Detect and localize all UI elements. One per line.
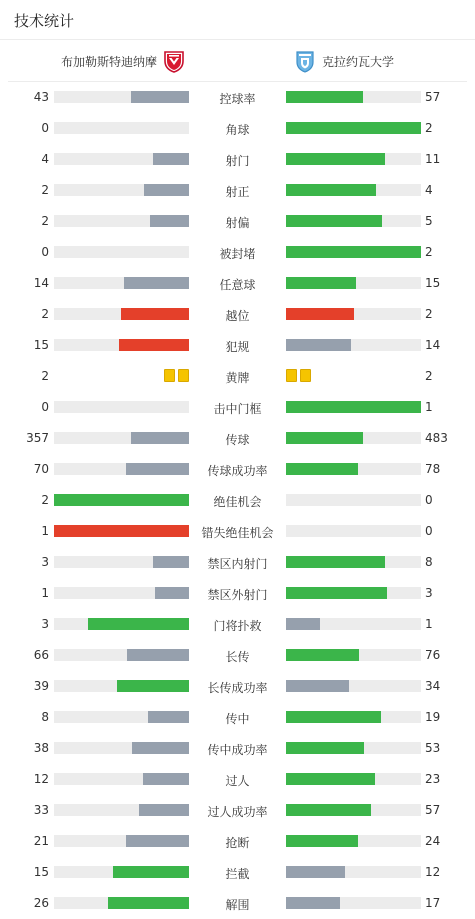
away-stat-value: 19 — [425, 710, 441, 724]
away-stat-bar — [286, 835, 421, 847]
stat-label: 禁区内射门 — [207, 557, 268, 571]
stat-label: 被封堵 — [219, 247, 256, 261]
home-stat-value: 70 — [33, 462, 49, 476]
home-stat-value: 0 — [41, 121, 49, 135]
home-stat-value: 1 — [41, 586, 49, 600]
home-stat-value: 2 — [41, 183, 49, 197]
away-stat-bar-fill — [286, 773, 375, 785]
away-stat-bar — [286, 866, 421, 878]
home-stat-bar — [54, 463, 189, 475]
stat-row — [0, 267, 475, 298]
home-stat-bar — [54, 897, 189, 909]
away-stat-bar — [286, 587, 421, 599]
away-stat-bar-fill — [286, 153, 385, 165]
stat-row — [0, 887, 475, 918]
away-stat-bar-fill — [286, 91, 363, 103]
stat-label: 抢断 — [225, 836, 250, 850]
stat-row — [0, 298, 475, 329]
stat-row — [0, 825, 475, 856]
stat-row — [0, 453, 475, 484]
home-stat-bar — [54, 153, 189, 165]
home-stat-bar — [54, 91, 189, 103]
home-stat-bar — [54, 804, 189, 816]
away-stat-value: 12 — [425, 865, 441, 879]
away-stat-value: 11 — [425, 152, 441, 166]
away-stat-bar — [286, 215, 421, 227]
home-stat-bar-fill — [88, 618, 189, 630]
away-stat-bar — [286, 339, 421, 351]
stat-label: 任意球 — [219, 278, 256, 292]
stat-label: 传球 — [225, 433, 250, 447]
stat-row — [0, 205, 475, 236]
home-stat-bar-fill — [132, 742, 189, 754]
home-stat-value: 2 — [41, 214, 49, 228]
home-stat-bar — [54, 308, 189, 320]
home-stat-bar — [54, 525, 189, 537]
page-title: 技术统计 — [0, 0, 475, 40]
away-stat-bar — [286, 277, 421, 289]
away-stat-bar — [286, 463, 421, 475]
stat-label: 错失绝佳机会 — [201, 526, 274, 540]
stat-row — [0, 112, 475, 143]
home-yellow-cards — [164, 369, 189, 382]
home-stat-bar-fill — [155, 587, 189, 599]
away-stat-bar — [286, 556, 421, 568]
stat-label: 绝佳机会 — [213, 495, 262, 509]
stat-row — [0, 360, 475, 391]
home-stat-value: 0 — [41, 400, 49, 414]
stat-label: 射偏 — [225, 216, 250, 230]
home-stat-bar-fill — [143, 773, 189, 785]
stat-label: 传中 — [225, 712, 250, 726]
away-stat-value: 24 — [425, 834, 441, 848]
away-stat-bar — [286, 773, 421, 785]
away-stat-bar — [286, 91, 421, 103]
away-stat-bar-fill — [286, 184, 376, 196]
away-stat-value: 15 — [425, 276, 441, 290]
home-stat-bar-fill — [119, 339, 189, 351]
home-stat-value: 0 — [41, 245, 49, 259]
stat-label: 击中门框 — [213, 402, 262, 416]
away-stat-bar-fill — [286, 246, 421, 258]
stat-label: 拦截 — [225, 867, 250, 881]
home-stat-bar-fill — [126, 835, 189, 847]
away-stat-value: 34 — [425, 679, 441, 693]
stat-label: 传中成功率 — [207, 743, 268, 757]
yellow-card-icon — [178, 369, 189, 382]
stat-label: 解围 — [225, 898, 250, 912]
away-stat-value: 1 — [425, 617, 433, 631]
stat-row — [0, 577, 475, 608]
away-stat-value: 57 — [425, 90, 441, 104]
home-stat-bar — [54, 277, 189, 289]
home-stat-bar — [54, 587, 189, 599]
away-stat-value: 2 — [425, 245, 433, 259]
away-stat-bar-fill — [286, 463, 358, 475]
home-stat-bar — [54, 494, 189, 506]
stat-row — [0, 856, 475, 887]
away-stat-value: 5 — [425, 214, 433, 228]
away-stat-bar — [286, 649, 421, 661]
away-stat-value: 2 — [425, 369, 433, 383]
stat-row — [0, 670, 475, 701]
away-stat-bar — [286, 308, 421, 320]
stat-label: 角球 — [225, 123, 250, 137]
away-stat-bar-fill — [286, 122, 421, 134]
home-stat-value: 12 — [33, 772, 49, 786]
stats-list — [0, 81, 475, 918]
away-stat-bar — [286, 184, 421, 196]
teams-header — [8, 40, 467, 82]
stat-row — [0, 236, 475, 267]
away-stat-value: 8 — [425, 555, 433, 569]
home-stat-bar — [54, 680, 189, 692]
stat-label: 长传成功率 — [207, 681, 268, 695]
home-stat-value: 26 — [33, 896, 49, 910]
away-stat-bar-fill — [286, 401, 421, 413]
away-stat-value: 0 — [425, 493, 433, 507]
home-stat-value: 2 — [41, 493, 49, 507]
dinamo-bucuresti-crest-icon — [163, 49, 185, 73]
away-stat-value: 2 — [425, 307, 433, 321]
away-stat-bar-fill — [286, 618, 320, 630]
away-stat-value: 78 — [425, 462, 441, 476]
away-stat-value: 3 — [425, 586, 433, 600]
home-stat-bar — [54, 184, 189, 196]
away-stat-value: 4 — [425, 183, 433, 197]
home-stat-bar-fill — [113, 866, 189, 878]
away-stat-value: 23 — [425, 772, 441, 786]
stat-row — [0, 422, 475, 453]
stat-label: 黄牌 — [225, 371, 250, 385]
home-stat-value: 33 — [33, 803, 49, 817]
stat-row — [0, 143, 475, 174]
home-stat-bar-fill — [150, 215, 189, 227]
away-stat-value: 76 — [425, 648, 441, 662]
home-stat-value: 43 — [33, 90, 49, 104]
away-yellow-cards — [286, 369, 311, 382]
home-stat-value: 15 — [33, 865, 49, 879]
stat-label: 犯规 — [225, 340, 250, 354]
away-stat-bar-fill — [286, 339, 351, 351]
home-stat-bar-fill — [131, 432, 189, 444]
home-stat-bar — [54, 649, 189, 661]
stat-label: 过人成功率 — [207, 805, 268, 819]
stat-label: 传球成功率 — [207, 464, 268, 478]
stat-row — [0, 701, 475, 732]
away-stat-bar-fill — [286, 649, 359, 661]
home-stat-bar-fill — [148, 711, 189, 723]
away-stat-bar — [286, 742, 421, 754]
home-stat-value: 2 — [41, 307, 49, 321]
away-stat-bar — [286, 618, 421, 630]
home-stat-bar — [54, 122, 189, 134]
home-stat-value: 2 — [41, 369, 49, 383]
home-stat-bar — [54, 742, 189, 754]
home-stat-bar-fill — [139, 804, 189, 816]
home-stat-value: 4 — [41, 152, 49, 166]
home-stat-bar — [54, 618, 189, 630]
away-stat-bar — [286, 804, 421, 816]
away-stat-bar-fill — [286, 711, 381, 723]
stat-row — [0, 546, 475, 577]
away-stat-bar-fill — [286, 556, 385, 568]
stat-row — [0, 639, 475, 670]
away-team[interactable] — [294, 49, 394, 73]
away-stat-bar-fill — [286, 742, 364, 754]
stat-row — [0, 484, 475, 515]
away-stat-value: 14 — [425, 338, 441, 352]
stat-label: 越位 — [225, 309, 250, 323]
home-stat-bar-fill — [121, 308, 189, 320]
home-stat-bar-fill — [54, 525, 189, 537]
stat-row — [0, 174, 475, 205]
home-stat-value: 3 — [41, 555, 49, 569]
away-stat-bar-fill — [286, 215, 382, 227]
away-stat-value: 2 — [425, 121, 433, 135]
away-stat-bar-fill — [286, 804, 371, 816]
away-stat-bar-fill — [286, 277, 356, 289]
away-stat-bar-fill — [286, 680, 349, 692]
away-stat-bar — [286, 432, 421, 444]
stat-row — [0, 515, 475, 546]
home-stat-bar — [54, 339, 189, 351]
yellow-card-icon — [300, 369, 311, 382]
stat-row — [0, 81, 475, 112]
stat-label: 射正 — [225, 185, 250, 199]
away-stat-bar — [286, 897, 421, 909]
stat-row — [0, 329, 475, 360]
stat-label: 控球率 — [219, 92, 256, 106]
home-stat-bar-fill — [124, 277, 189, 289]
home-stat-value: 1 — [41, 524, 49, 538]
home-stat-bar — [54, 401, 189, 413]
away-stat-value: 53 — [425, 741, 441, 755]
stat-label: 射门 — [225, 154, 250, 168]
home-stat-bar-fill — [144, 184, 189, 196]
away-stat-bar-fill — [286, 432, 363, 444]
stat-label: 禁区外射门 — [207, 588, 268, 602]
stat-row — [0, 794, 475, 825]
yellow-card-icon — [286, 369, 297, 382]
universitatea-craiova-crest-icon — [294, 49, 316, 73]
home-stat-bar — [54, 866, 189, 878]
home-stat-bar-fill — [117, 680, 189, 692]
home-stat-bar-fill — [108, 897, 189, 909]
away-stat-bar — [286, 246, 421, 258]
away-stat-value: 0 — [425, 524, 433, 538]
home-stat-value: 15 — [33, 338, 49, 352]
away-stat-value: 17 — [425, 896, 441, 910]
home-stat-bar — [54, 246, 189, 258]
yellow-card-icon — [164, 369, 175, 382]
away-stat-bar-fill — [286, 897, 340, 909]
stat-row — [0, 391, 475, 422]
away-stat-bar-fill — [286, 587, 387, 599]
stat-row — [0, 763, 475, 794]
home-stat-value: 66 — [33, 648, 49, 662]
away-stat-value: 57 — [425, 803, 441, 817]
home-stat-value: 3 — [41, 617, 49, 631]
home-stat-bar — [54, 432, 189, 444]
away-stat-value: 1 — [425, 400, 433, 414]
home-stat-value: 21 — [33, 834, 49, 848]
home-stat-value: 357 — [26, 431, 49, 445]
away-stat-value: 483 — [425, 431, 448, 445]
home-stat-bar-fill — [153, 556, 189, 568]
home-stat-bar-fill — [153, 153, 189, 165]
home-stat-bar-fill — [131, 91, 189, 103]
away-stat-bar-fill — [286, 866, 345, 878]
away-stat-bar — [286, 525, 421, 537]
away-team-name: 克拉约瓦大学 — [322, 54, 395, 69]
away-stat-bar-fill — [286, 308, 354, 320]
away-stat-bar — [286, 680, 421, 692]
away-stat-bar — [286, 711, 421, 723]
away-stat-bar — [286, 494, 421, 506]
away-stat-bar-fill — [286, 835, 358, 847]
home-team[interactable] — [61, 49, 185, 73]
home-stat-value: 38 — [33, 741, 49, 755]
stat-label: 过人 — [225, 774, 250, 788]
stat-row — [0, 608, 475, 639]
away-stat-bar — [286, 153, 421, 165]
home-stat-bar-fill — [127, 649, 189, 661]
home-stat-bar — [54, 773, 189, 785]
stat-label: 长传 — [225, 650, 250, 664]
home-team-name: 布加勒斯特迪纳摩 — [60, 54, 157, 69]
home-stat-bar-fill — [54, 494, 189, 506]
home-stat-bar — [54, 215, 189, 227]
home-stat-bar — [54, 835, 189, 847]
home-stat-value: 39 — [33, 679, 49, 693]
home-stat-bar — [54, 711, 189, 723]
away-stat-bar — [286, 401, 421, 413]
home-stat-bar-fill — [126, 463, 189, 475]
home-stat-value: 8 — [41, 710, 49, 724]
away-stat-bar — [286, 122, 421, 134]
home-stat-bar — [54, 556, 189, 568]
stat-label: 门将扑救 — [213, 619, 262, 633]
stat-row — [0, 732, 475, 763]
home-stat-value: 14 — [33, 276, 49, 290]
